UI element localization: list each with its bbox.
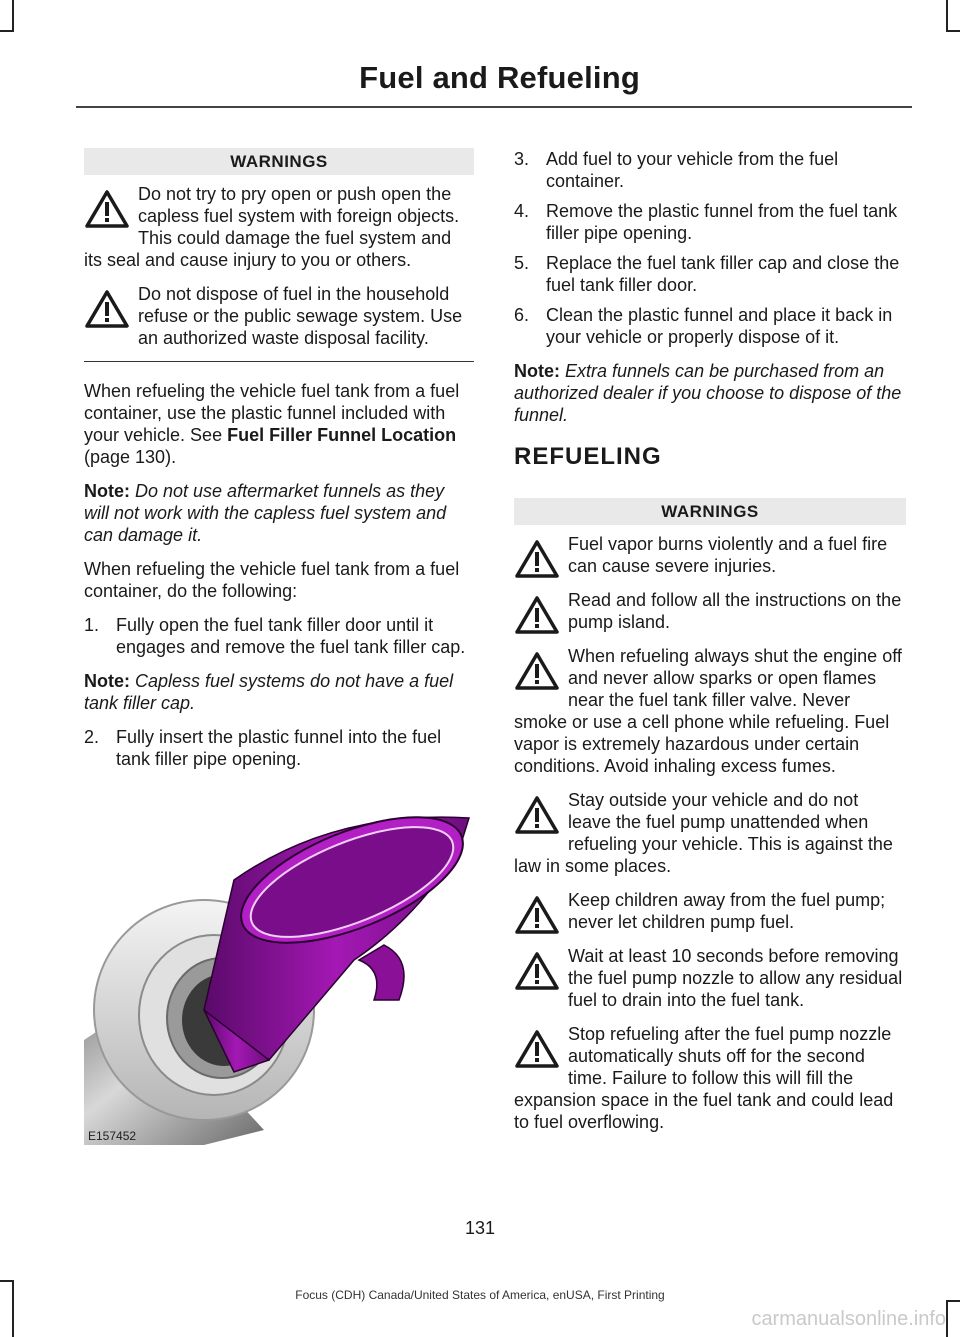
warning-triangle-icon <box>84 189 130 229</box>
paragraph-funnel <box>84 380 474 468</box>
step-number: 4. <box>514 201 530 221</box>
warning-text: Read and follow all the instructions on the pump island. <box>568 590 902 632</box>
section-title-refueling: REFUELING <box>514 443 662 470</box>
warning-triangle-icon <box>84 289 130 329</box>
warnings-heading: WARNINGS <box>84 148 474 175</box>
note-text: Extra funnels can be purchased from an authorized dealer if you choose to dispose of the funnel. <box>514 361 902 425</box>
header-rule <box>76 106 912 108</box>
cross-reference-link[interactable]: Fuel Filler Funnel Location <box>227 425 457 445</box>
note-label: Note: <box>514 361 560 381</box>
figure-code: E157452 <box>88 1129 137 1143</box>
warning-triangle-icon <box>514 951 560 991</box>
step-item <box>514 200 906 244</box>
warning-item <box>514 645 906 777</box>
page-title: Fuel and Refueling <box>359 60 640 95</box>
warning-text: Keep children away from the fuel pump; never let children pump fuel. <box>568 890 886 932</box>
left-column <box>84 148 474 782</box>
warning-text: Wait at least 10 seconds before removing the fuel pump nozzle to allow any residual fuel to drain into the fuel tank. <box>568 946 903 1010</box>
warning-item <box>514 589 906 633</box>
step-number: 2. <box>84 727 100 747</box>
crop-mark <box>946 30 960 32</box>
step-item <box>84 726 474 770</box>
divider <box>84 361 474 362</box>
paragraph-procedure: When refueling the vehicle fuel tank from a fuel container, do the following: <box>84 559 460 601</box>
step-number: 6. <box>514 305 530 325</box>
crop-mark <box>0 30 14 32</box>
step-number: 5. <box>514 253 530 273</box>
crop-mark <box>946 0 948 30</box>
funnel-illustration <box>84 810 474 1145</box>
note <box>84 480 474 546</box>
funnel-in-filler-pipe-image <box>84 810 474 1145</box>
warning-text: Fuel vapor burns violently and a fuel fire can cause severe injuries. <box>568 534 888 576</box>
warning-text: Do not try to pry open or push open the capless fuel system with foreign objects. This could damage the fuel system and its seal and cause injury to you or others. <box>84 184 460 270</box>
step-text: Remove the plastic funnel from the fuel tank filler pipe opening. <box>546 201 898 243</box>
step-text: Add fuel to your vehicle from the fuel container. <box>546 149 839 191</box>
step-item <box>514 148 906 192</box>
warning-triangle-icon <box>514 539 560 579</box>
note-text: Do not use aftermarket funnels as they will not work with the capless fuel system and can damage it. <box>84 481 447 545</box>
note <box>84 670 474 714</box>
step-item <box>84 614 474 658</box>
warning-item <box>514 945 906 1011</box>
warning-item <box>84 283 474 349</box>
warning-triangle-icon <box>514 895 560 935</box>
step-list <box>84 726 474 770</box>
watermark: carmanualsonline.info <box>751 1308 946 1330</box>
warning-triangle-icon <box>514 651 560 691</box>
page-reference: (page 130). <box>84 447 177 467</box>
right-column <box>514 148 906 1145</box>
warning-text: When refueling always shut the engine off and never allow sparks or open flames near the fuel tank filler valve. Never smoke or use a cell phone while refueling. Fuel vapor is extremely hazardous under certain conditions. Avoid inhaling excess fumes. <box>514 646 902 776</box>
warning-text: Do not dispose of fuel in the household refuse or the public sewage system. Use an authorized waste disposal facility. <box>138 284 463 348</box>
warning-text: Stop refueling after the fuel pump nozzle automatically shuts off for the second time. Failure to follow this will fill the expansion space in the fuel tank and could lead to fuel overflowing. <box>514 1024 894 1132</box>
step-text: Clean the plastic funnel and place it back in your vehicle or properly dispose of it. <box>546 305 893 347</box>
step-text: Fully insert the plastic funnel into the fuel tank filler pipe opening. <box>116 727 442 769</box>
note <box>514 360 906 426</box>
step-text: Replace the fuel tank filler cap and close the fuel tank filler door. <box>546 253 900 295</box>
note-label: Note: <box>84 481 130 501</box>
warning-item <box>514 889 906 933</box>
crop-mark <box>0 1280 14 1282</box>
warning-item <box>84 183 474 271</box>
step-list <box>84 614 474 658</box>
crop-mark <box>946 1300 948 1337</box>
crop-mark <box>12 0 14 30</box>
warning-triangle-icon <box>514 595 560 635</box>
warning-triangle-icon <box>514 1029 560 1069</box>
footer-printing-info: Focus (CDH) Canada/United States of America, enUSA, First Printing <box>295 1288 665 1302</box>
page-number: 131 <box>464 1218 496 1238</box>
step-number: 3. <box>514 149 530 169</box>
warning-triangle-icon <box>514 795 560 835</box>
note-label: Note: <box>84 671 130 691</box>
warning-item <box>514 533 906 577</box>
step-text: Fully open the fuel tank filler door until it engages and remove the fuel tank filler cap. <box>116 615 466 657</box>
warning-item <box>514 789 906 877</box>
step-item <box>514 304 906 348</box>
warning-text: Stay outside your vehicle and do not leave the fuel pump unattended when refueling your vehicle. This is against the law in some places. <box>514 790 893 876</box>
paragraph-text: When refueling the vehicle fuel tank from a fuel container, use the plastic funnel included with your vehicle. See <box>84 381 460 445</box>
step-item <box>514 252 906 296</box>
note-text: Capless fuel systems do not have a fuel tank filler cap. <box>84 671 454 713</box>
step-list <box>514 148 906 348</box>
step-number: 1. <box>84 615 100 635</box>
warning-item <box>514 1023 906 1133</box>
warnings-heading: WARNINGS <box>514 498 906 525</box>
